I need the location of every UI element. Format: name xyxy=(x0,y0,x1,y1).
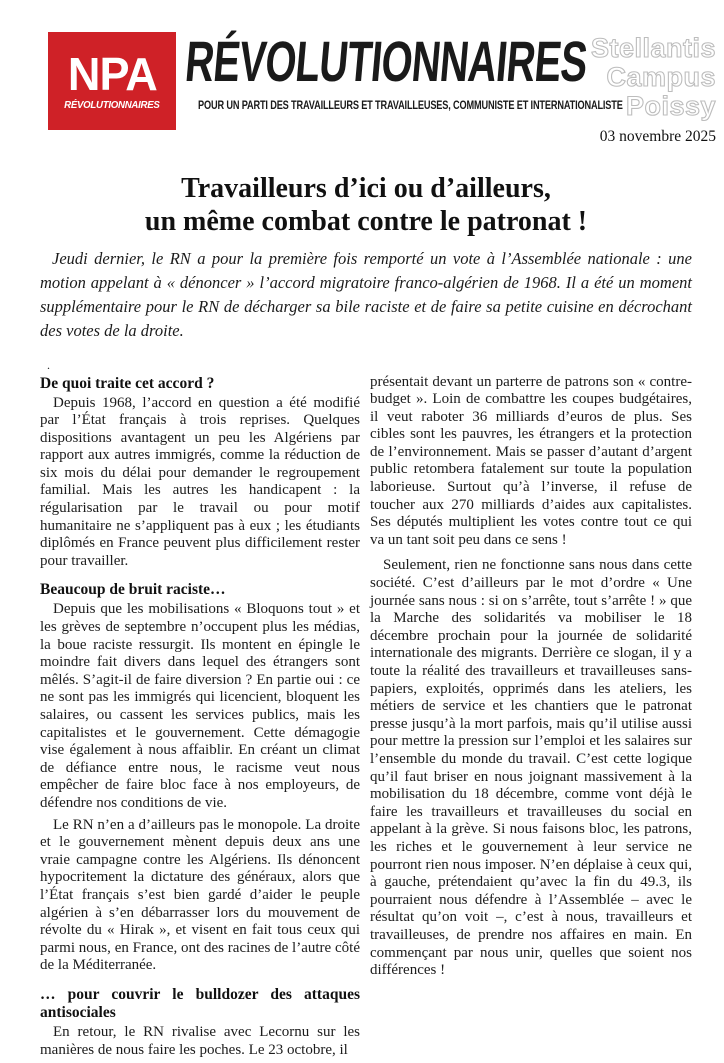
paragraph-accord: Depuis 1968, l’accord en question a été modifié par l’État français à trois reprises. Quelques dispositions avantagent un peu les Algériens par rapport aux autres immigrés, comme la réduction de six mois du délai pour demander le regroupement familial. Mais les autres les handicapent : la régularisation par le travail ou pour motif humanitaire ne s’appliquent pas à eux ; les étudiants diplômés en France peuvent plus difficilement rester pour travailler. xyxy=(40,395,360,571)
masthead-title: RÉVOLUTIONNAIRES xyxy=(183,34,589,90)
stray-period-mark: . xyxy=(40,360,692,370)
edition-line-1: Stellantis xyxy=(566,34,716,63)
headline-line-2: un même combat contre le patronat ! xyxy=(40,205,692,238)
edition-block xyxy=(566,30,716,146)
right-column xyxy=(370,374,692,1063)
npa-logo-acronym: NPA xyxy=(68,52,157,96)
npa-logo-subtitle: RÉVOLUTIONNAIRES xyxy=(64,99,159,111)
section-heading-bruit-raciste: Beaucoup de bruit raciste… xyxy=(40,581,360,599)
paragraph-bulldozer-start: En retour, le RN rivalise avec Lecornu sur les manières de nous faire les poches. Le 23 octobre, il xyxy=(40,1024,360,1059)
section-heading-bulldozer: … pour couvrir le bulldozer des attaques antisociales xyxy=(40,986,360,1022)
headline-line-1: Travailleurs d’ici ou d’ailleurs, xyxy=(40,172,692,205)
left-column xyxy=(40,374,360,1063)
edition-line-2: Campus xyxy=(566,63,716,92)
npa-logo xyxy=(48,32,176,130)
paragraph-seulement: Seulement, rien ne fonctionne sans nous dans cette société. C’est d’ailleurs par le mot d’ordre « Une journée sans nous : si on s’arrête, tout s’arrête ! » que la Marche des solidarités va mobiliser le 18 décembre prochain pour la journée de solidarité internationale des migrants. Derrière ce slogan, il y a toute la réalité des travailleurs et travailleuses sans-papiers, exploités, opprimés dans les ateliers, les métiers de service et les chantiers que le patronat presse jusqu’à la mort parfois, mais qu’il utilise aussi pour mettre la pression sur l’emploi et les salaires sur l’ensemble du monde du travail. C’est cette logique qu’il faut briser en nous joignant massivement à la mobilisation du 18 décembre, comme vont déjà le faire les travailleurs et travailleuses du social en appelant à la grève. Si nous faisons bloc, les patrons, les riches et le gouvernement à leur service ne pourront rien nous imposer. N’en déplaise à ceux qui, à gauche, prétendaient qu’avec la fin du 49.3, ils pourraient nous défendre à l’Assemblée – avec le résultat qu’on voit –, c’est à nous, travailleurs et travailleuses, de prendre nos affaires en main. En commençant par nous unir, quelles que soient nos différences ! xyxy=(370,557,692,979)
intro-paragraph: Jeudi dernier, le RN a pour la première fois remporté un vote à l’Assemblée nationale : une motion appelant à « dénoncer » l’accord migratoire franco-algérien de 1968. Il a été un moment supplémentaire pour le RN de décharger sa bile raciste et de faire sa petite cuisine en décrochant des votes de la droite. xyxy=(40,247,692,343)
paragraph-bulldozer-continuation: présentait devant un parterre de patrons son « contre-budget ». Loin de combattre les coupes budgétaires, il veut raboter 36 milliards d’euros de plus. Ses cibles sont les pauvres, les étrangers et la protection de l’environnement. Mais se passer d’autant d’argent public retombera fatalement sur toute la population laborieuse. Surtout qu’à l’inverse, il refuse de toucher aux 270 milliards d’aides aux capitalistes. Ses députés multiplient les votes contre tout ce qui va un tant soit peu dans ce sens ! xyxy=(370,374,692,550)
masthead-block xyxy=(188,30,566,114)
edition-line-3: Poissy xyxy=(566,92,716,121)
issue-date: 03 novembre 2025 xyxy=(566,128,716,146)
headline xyxy=(40,172,692,238)
paragraph-bruit-raciste-1: Depuis que les mobilisations « Bloquons tout » et les grèves de septembre n’occupent plus les médias, la boue raciste ressurgit. Ils montent en épingle le moindre fait divers dans lequel des étrangers sont mêlés. S’agit-il de faire diversion ? En partie oui : ce ne sont pas les immigrés qui licencient, bloquent les salaires, ou cassent les services publics, mais les capitalistes et le gouvernement. Cette démagogie vise également à nous affaiblir. En créant un climat de défiance entre nous, le racisme veut nous empêcher de faire bloc face à nos employeurs, de défendre nos conditions de vie. xyxy=(40,601,360,812)
article-columns xyxy=(40,374,692,1063)
section-heading-accord: De quoi traite cet accord ? xyxy=(40,375,360,393)
masthead-header xyxy=(40,30,692,152)
paragraph-bruit-raciste-2: Le RN n’en a d’ailleurs pas le monopole. La droite et le gouvernement mènent depuis deux ans une vraie campagne contre les Algériens. Ils dénoncent hypocritement la dictature des généraux, alors que l’État français s’est bien gardé d’aider le peuple algérien à s’en débarrasser lors du mouvement de révolte du « Hirak », et visent en fait tous ceux qui parmi nous, en France, ont des racines de l’autre côté de la Méditerranée. xyxy=(40,817,360,975)
masthead-tagline: POUR UN PARTI DES TRAVAILLEURS ET TRAVAILLEUSES, COMMUNISTE ET INTERNATIONALISTE xyxy=(198,100,623,112)
